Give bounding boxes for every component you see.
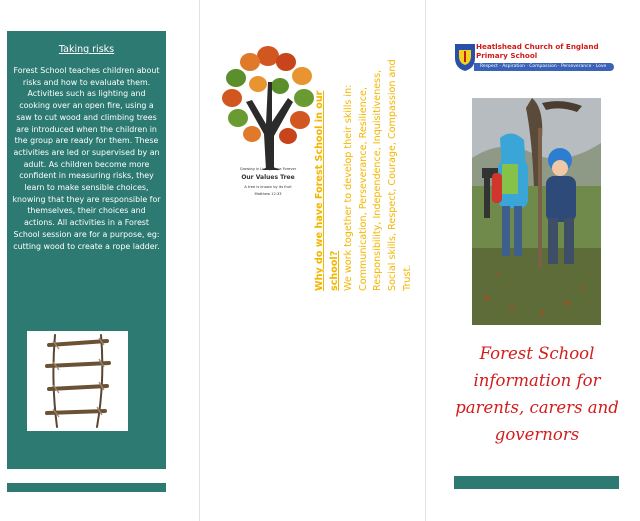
- tree-tagline: Growing in Living Hope Forever: [239, 167, 297, 171]
- taking-risks-box: [7, 31, 166, 469]
- school-motto: Respect · Aspiration · Compassion · Perseverance · Love: [480, 64, 607, 69]
- tree-verse: A tree is known by its fruit: [244, 185, 292, 189]
- tree-ref: Matthew 12:33: [254, 192, 282, 196]
- right-footer-strip: [454, 476, 619, 489]
- school-name: Heatlshead Church of England Primary School: [476, 42, 599, 60]
- taking-risks-body: Forest School teaches children about risks and how to evaluate them. Activities such as lighting and cooking over an open fire, using a saw to cut wood and climbing trees are introduced when the children in the group are ready for them. These activities are led or supervised by an adult. As children become more confident in measuring risks, they learn to make sensible choices, knowing that they are responsible for themselves, their choices and actions. All activities in a Forest School session are for a purpose, eg: cutting wood to create a rope ladder.: [12, 66, 161, 251]
- rope-ladder-image: [27, 331, 128, 431]
- children-forest-photo: [472, 98, 601, 325]
- left-footer-strip: [7, 483, 166, 492]
- fold-line-left: [199, 0, 200, 521]
- why-answer: We work together to develop their skills in: Communication, Perseverance, Resilience, Responsibility, Independence, Inquisitiveness, Social skills, Respect, Courage, Compassion and Trust.: [343, 59, 413, 291]
- fold-line-right: [425, 0, 426, 521]
- tree-title: Our Values Tree: [241, 174, 295, 181]
- why-question: Why do we have Forest School in our school?: [314, 90, 340, 291]
- taking-risks-heading: Taking risks: [58, 44, 115, 55]
- why-forest-school-block: [313, 59, 413, 291]
- forest-school-title: Forest School information for parents, carers and governors: [455, 344, 619, 444]
